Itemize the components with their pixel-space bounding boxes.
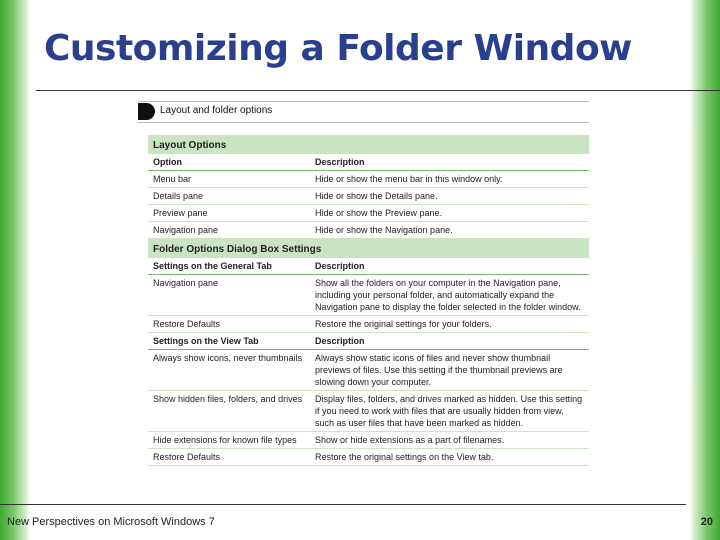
column-header-row [148, 333, 589, 350]
title-divider [36, 90, 720, 91]
column-header-description: Description [310, 154, 589, 171]
column-header-description: Description [310, 333, 589, 350]
table-row [148, 188, 589, 205]
figure-tab-marker [138, 103, 155, 120]
description-cell: Hide or show the Preview pane. [310, 205, 589, 222]
figure-title: Layout and folder options [160, 105, 273, 116]
option-cell: Restore Defaults [148, 316, 310, 333]
footer-divider [0, 504, 686, 505]
column-header-description: Description [310, 258, 589, 275]
table-row [148, 449, 589, 466]
section-heading-text: Folder Options Dialog Box Settings [148, 239, 589, 259]
right-green-border [690, 0, 720, 540]
option-cell: Preview pane [148, 205, 310, 222]
figure-header [138, 101, 589, 123]
options-table [148, 135, 589, 466]
option-cell: Menu bar [148, 171, 310, 188]
column-header-general-tab: Settings on the General Tab [148, 258, 310, 275]
left-green-border [0, 0, 30, 540]
option-cell: Restore Defaults [148, 449, 310, 466]
description-cell: Restore the original settings for your folders. [310, 316, 589, 333]
section-heading-folder-options [148, 239, 589, 259]
column-header-option: Option [148, 154, 310, 171]
description-cell: Hide or show the Details pane. [310, 188, 589, 205]
slide-title: Customizing a Folder Window [44, 28, 632, 69]
footer-text: New Perspectives on Microsoft Windows 7 [7, 516, 215, 528]
option-cell: Hide extensions for known file types [148, 432, 310, 449]
option-cell: Navigation pane [148, 222, 310, 239]
table-row [148, 350, 589, 391]
page-number: 20 [700, 516, 713, 528]
table-row [148, 171, 589, 188]
description-cell: Restore the original settings on the View tab. [310, 449, 589, 466]
table-row [148, 391, 589, 432]
column-header-row [148, 154, 589, 171]
table-row [148, 222, 589, 239]
table-row [148, 316, 589, 333]
description-cell: Always show static icons of files and never show thumbnail previews of files. Use this setting if the thumbnail previews are slowing down your computer. [310, 350, 589, 391]
table-row [148, 205, 589, 222]
description-cell: Display files, folders, and drives marked as hidden. Use this setting if you need to work with files that are usually hidden from view, such as user files that have been marked as hidden. [310, 391, 589, 432]
description-cell: Show or hide extensions as a part of filenames. [310, 432, 589, 449]
option-cell: Details pane [148, 188, 310, 205]
option-cell: Always show icons, never thumbnails [148, 350, 310, 391]
section-heading-layout [148, 135, 589, 154]
option-cell: Navigation pane [148, 275, 310, 316]
option-cell: Show hidden files, folders, and drives [148, 391, 310, 432]
column-header-view-tab: Settings on the View Tab [148, 333, 310, 350]
section-heading-text: Layout Options [148, 135, 589, 154]
description-cell: Show all the folders on your computer in the Navigation pane, including your personal folder, and automatically expand the Navigation pane to display the folder selected in the folder window. [310, 275, 589, 316]
options-figure [138, 101, 589, 466]
table-row [148, 432, 589, 449]
table-row [148, 275, 589, 316]
description-cell: Hide or show the Navigation pane. [310, 222, 589, 239]
column-header-row [148, 258, 589, 275]
description-cell: Hide or show the menu bar in this window only. [310, 171, 589, 188]
